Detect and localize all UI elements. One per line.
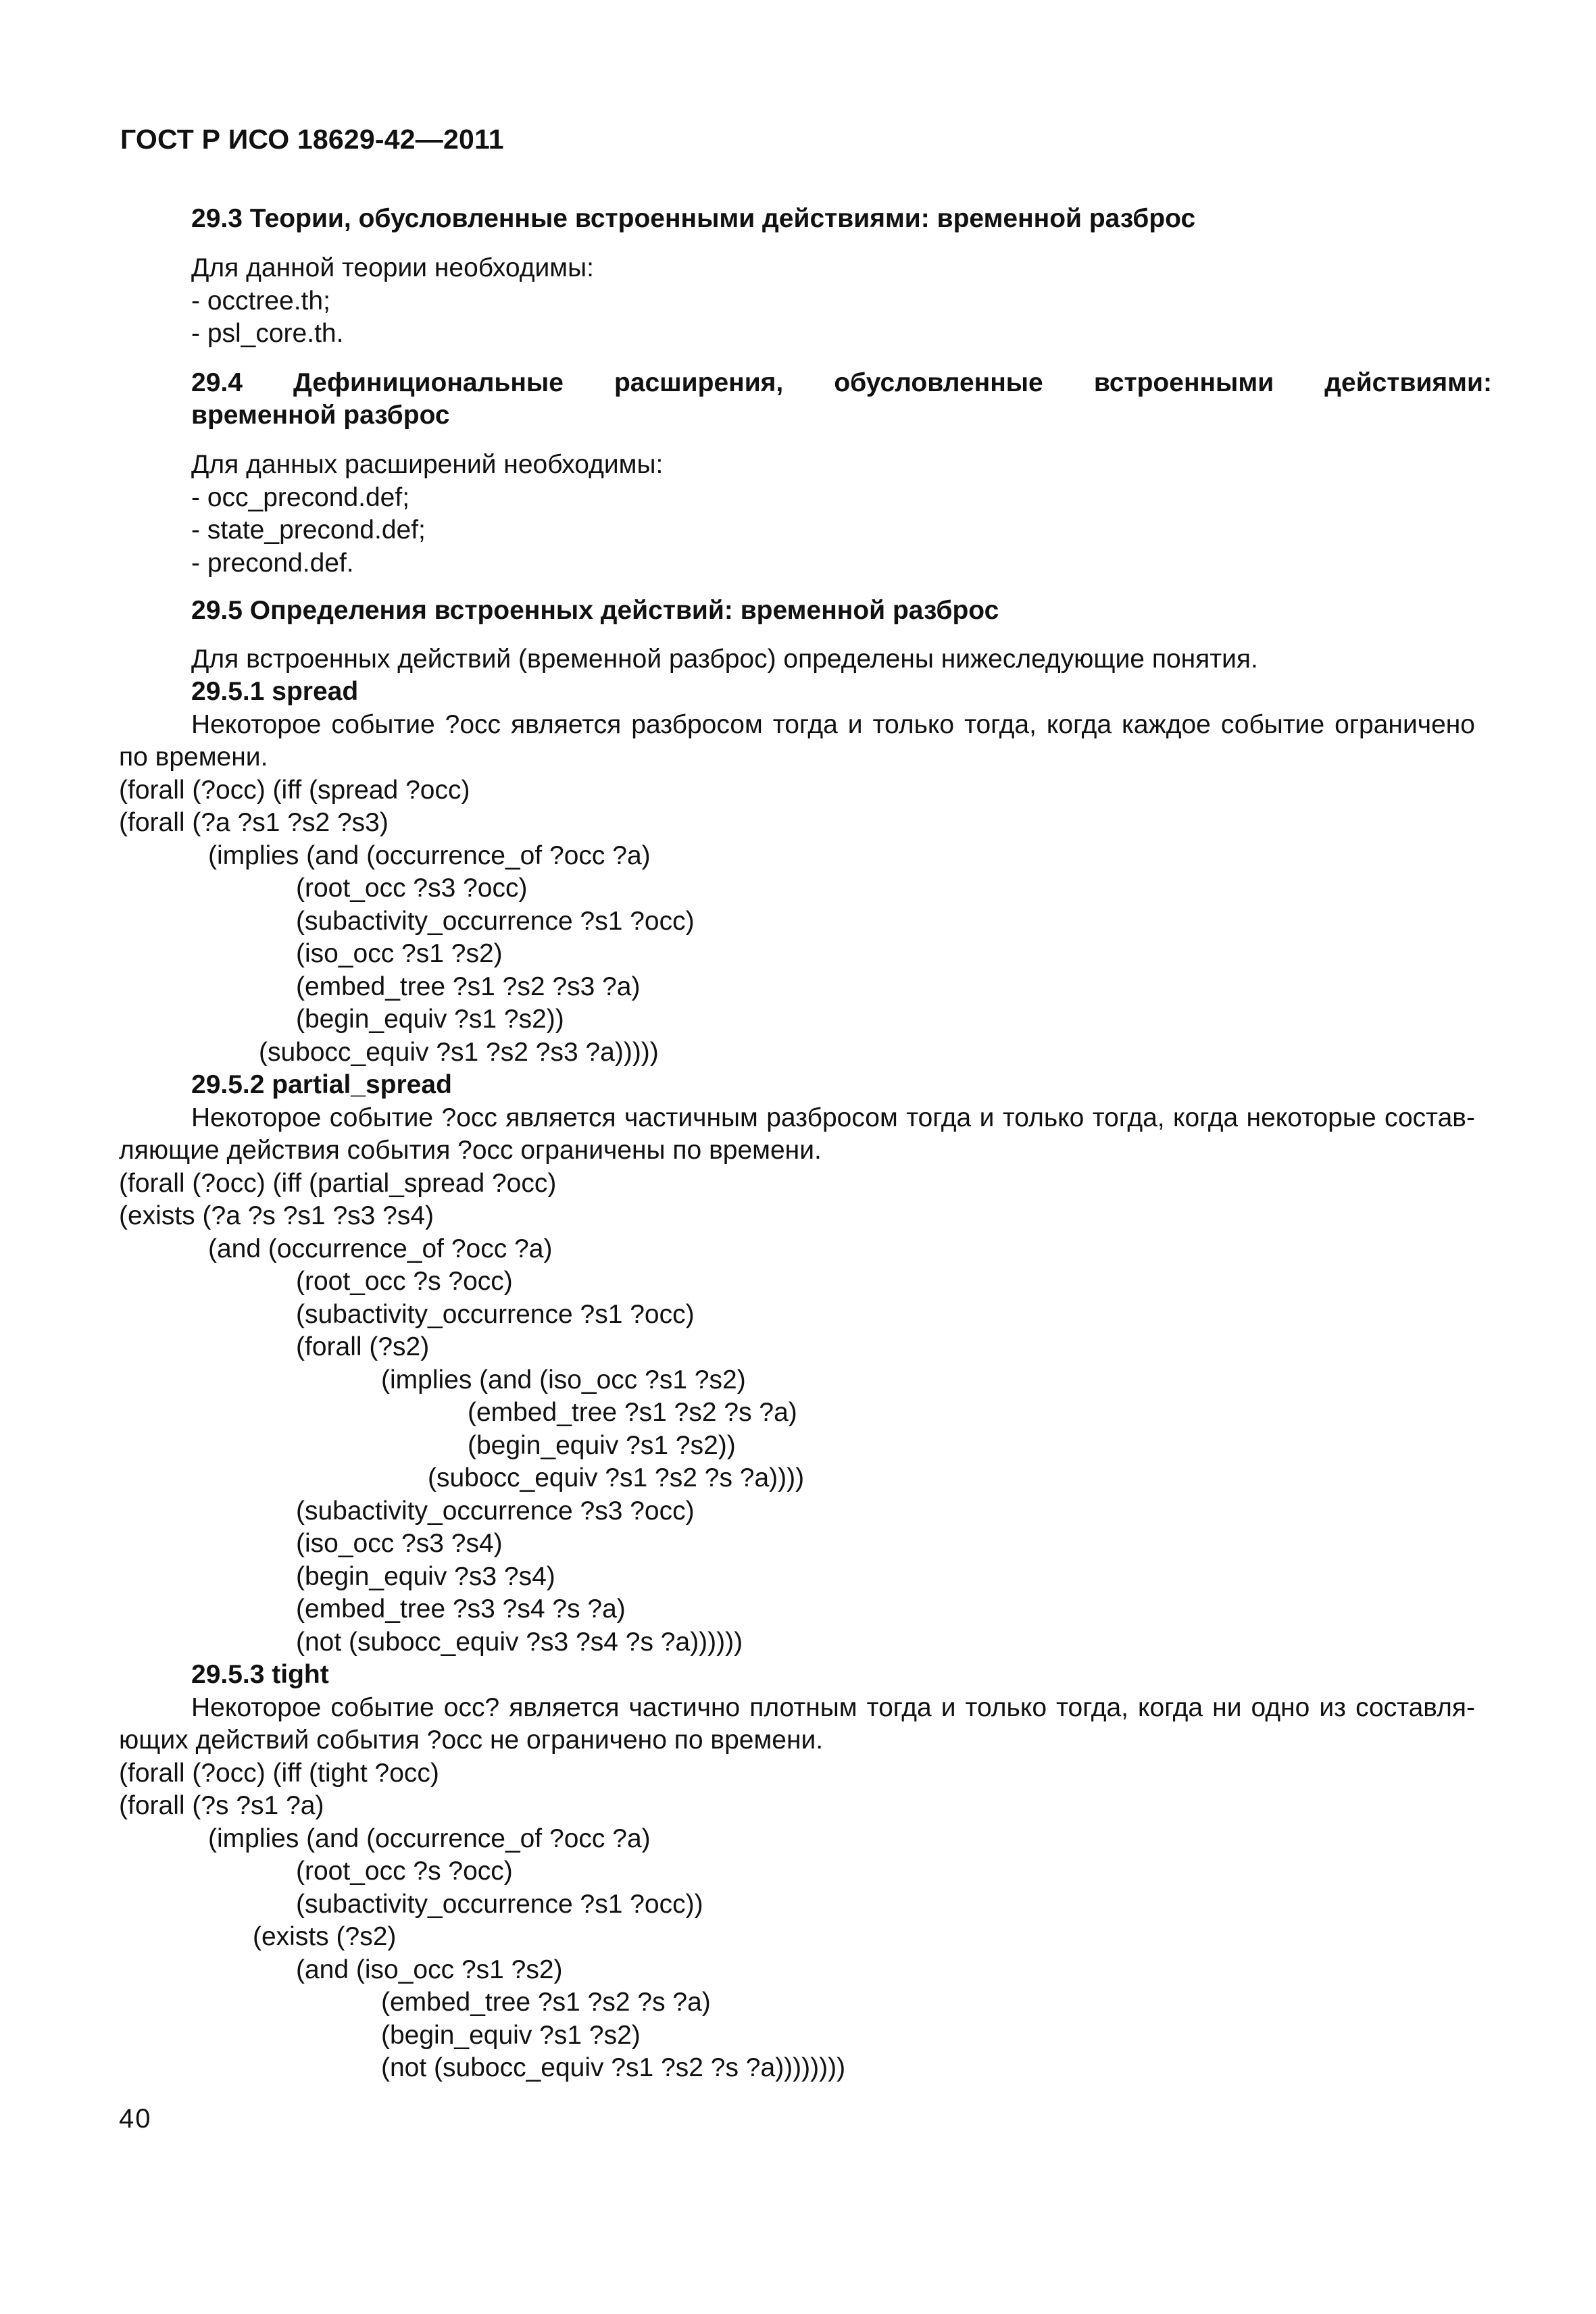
section-29-3-item: - psl_core.th. — [191, 319, 344, 348]
code-line: (begin_equiv ?s3 ?s4) — [296, 1562, 555, 1591]
code-line: (begin_equiv ?s1 ?s2)) — [296, 1005, 564, 1034]
section-29-5-intro: Для встроенных действий (временной разброс) определены нижеследующие понятия. — [191, 645, 1258, 674]
code-line: (subactivity_occurrence ?s1 ?occ) — [296, 1300, 695, 1329]
code-line: (subocc_equiv ?s1 ?s2 ?s ?a)))) — [428, 1463, 805, 1492]
code-line: (root_occ ?s ?occ) — [296, 1857, 513, 1886]
code-line: (and (iso_occ ?s1 ?s2) — [296, 1955, 563, 1984]
code-line: (forall (?s ?s1 ?a) — [119, 1791, 324, 1820]
code-line: (implies (and (occurrence_of ?occ ?a) — [208, 1824, 651, 1853]
section-29-5-2-desc-line1: Некоторое событие ?occ является частичным разбросом тогда и только тогда, когда некоторые состав- — [191, 1103, 1475, 1132]
code-line: (forall (?a ?s1 ?s2 ?s3) — [119, 808, 389, 837]
section-29-3-item: - occtree.th; — [191, 286, 330, 316]
section-29-5-2-desc-line2: ляющие действия события ?occ ограничены по времени. — [119, 1136, 822, 1165]
section-29-3-intro: Для данной теории необходимы: — [191, 253, 594, 282]
section-29-4-title-line2: временной разброс — [191, 401, 450, 430]
code-line: (exists (?a ?s ?s1 ?s3 ?s4) — [119, 1201, 434, 1230]
code-line: (forall (?occ) (iff (tight ?occ) — [119, 1759, 439, 1788]
code-line: (implies (and (iso_occ ?s1 ?s2) — [381, 1365, 746, 1394]
section-29-4-title-line1: 29.4 Дефиниционaльные расширения, обусловленные встроенными действиями: — [191, 368, 1492, 397]
code-line: (begin_equiv ?s1 ?s2) — [381, 2021, 641, 2050]
code-line: (subactivity_occurrence ?s1 ?occ)) — [296, 1890, 703, 1919]
section-29-4-item: - occ_precond.def; — [191, 483, 410, 512]
section-29-5-3-title: 29.5.3 tight — [191, 1660, 329, 1689]
section-29-4-item: - state_precond.def; — [191, 515, 426, 545]
code-line: (forall (?occ) (iff (spread ?occ) — [119, 776, 470, 805]
code-line: (and (occurrence_of ?occ ?a) — [208, 1234, 553, 1263]
section-29-4-intro: Для данных расширений необходимы: — [191, 450, 664, 479]
code-line: (root_occ ?s ?occ) — [296, 1267, 513, 1296]
code-line: (embed_tree ?s1 ?s2 ?s3 ?a) — [296, 972, 641, 1001]
code-line: (exists (?s2) — [253, 1922, 397, 1951]
section-29-5-title: 29.5 Определения встроенных действий: временной разброс — [191, 596, 999, 625]
code-line: (embed_tree ?s1 ?s2 ?s ?a) — [381, 1988, 711, 2017]
code-line: (subactivity_occurrence ?s3 ?occ) — [296, 1496, 695, 1526]
code-line: (implies (and (occurrence_of ?occ ?a) — [208, 841, 651, 870]
section-29-5-1-desc-line1: Некоторое событие ?occ является разбросом тогда и только тогда, когда каждое событие ограничено — [191, 710, 1475, 739]
section-29-5-2-title: 29.5.2 partial_spread — [191, 1070, 452, 1099]
section-29-5-1-desc-line2: по времени. — [119, 743, 268, 772]
code-line: (root_occ ?s3 ?occ) — [296, 874, 528, 903]
code-line: (begin_equiv ?s1 ?s2)) — [468, 1431, 736, 1460]
code-line: (forall (?occ) (iff (partial_spread ?occ) — [119, 1169, 557, 1198]
page-number: 40 — [119, 2104, 152, 2134]
section-29-5-3-desc-line2: ющих действий события ?occ не ограничено по времени. — [119, 1726, 824, 1755]
code-line: (forall (?s2) — [296, 1332, 430, 1361]
code-line: (not (subocc_equiv ?s1 ?s2 ?s ?a)))))))) — [381, 2053, 846, 2082]
section-29-5-1-title: 29.5.1 spread — [191, 677, 359, 706]
code-line: (subactivity_occurrence ?s1 ?occ) — [296, 907, 695, 936]
code-line: (not (subocc_equiv ?s3 ?s4 ?s ?a)))))) — [296, 1628, 743, 1657]
section-29-4-item: - precond.def. — [191, 549, 354, 578]
code-line: (embed_tree ?s1 ?s2 ?s ?a) — [468, 1398, 797, 1427]
code-line: (iso_occ ?s3 ?s4) — [296, 1529, 503, 1558]
section-29-5-3-desc-line1: Некоторое событие occ? является частично плотным тогда и только тогда, когда ни одно из составля- — [191, 1693, 1475, 1722]
section-29-3-title: 29.3 Теории, обусловленные встроенными действиями: временной разброс — [191, 204, 1196, 233]
code-line: (embed_tree ?s3 ?s4 ?s ?a) — [296, 1594, 626, 1624]
standard-header: ГОСТ Р ИСО 18629-42—2011 — [120, 124, 504, 155]
code-line: (subocc_equiv ?s1 ?s2 ?s3 ?a))))) — [259, 1038, 659, 1067]
code-line: (iso_occ ?s1 ?s2) — [296, 939, 503, 968]
